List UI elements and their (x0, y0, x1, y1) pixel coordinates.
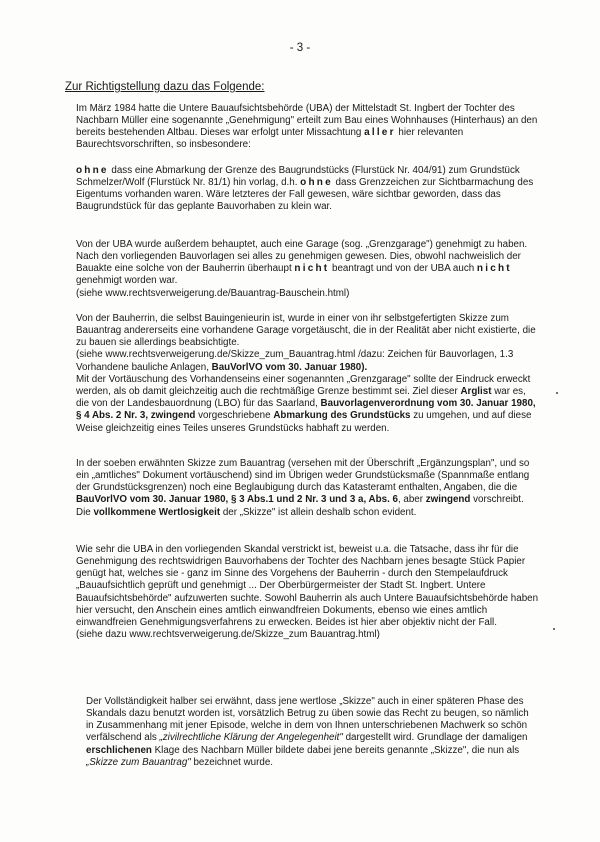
p8-italic-1: „zivilrechtliche Klärung der Angelegenheit" (159, 732, 343, 744)
p6-text-3: vorschreibt. Die (76, 494, 524, 518)
p3-spaced-nicht-2: nicht (476, 263, 512, 275)
p3-text-1: Von der UBA wurde außerdem behauptet, auch eine Garage (sog. „Grenzgarage") genehmigt zu haben. Nach den vorliegenden Bauvorlagen sei alles zu genehmigen gewesen. Dies, obwohl nachweislich der Bauakte eine solche von der Bauherrin überhaupt (76, 239, 528, 275)
scan-speck (556, 392, 558, 394)
p4-text-1: Von der Bauherrin, die selbst Bauingenieurin ist, wurde in einer von ihr selbstgefertigten Skizze zum Bauantrag andererseits eine vorhandene Garage vorgetäuscht, die in der Realität aber nicht existierte, die zu bauen sie allerdings beabsichtigte. (76, 313, 536, 349)
p6-bold-zwingend: zwingend (425, 494, 471, 506)
paragraph-6 (76, 458, 539, 519)
page-number: - 3 - (289, 42, 311, 54)
paragraph-4 (76, 313, 539, 374)
paragraph-1 (76, 103, 539, 152)
p6-text-2: , aber (397, 494, 426, 506)
p1-spaced-aller: aller (364, 127, 396, 139)
p4-text-2: (siehe www.rechtsverweigerung.de/Skizze_zum_Bauantrag.html /dazu: Zeichen für Bauvorlagen, 1.3 Vorhandene bauliche Anlagen, (76, 349, 514, 373)
p2-text-1: dass eine Abmarkung der Grenze des Baugrundstücks (Flurstück Nr. 404/91) zum Grundstück Schmelzer/Wolf (Flurstück Nr. 81/1) hin vorlag, d.h. (76, 165, 520, 189)
p3-text-2: beantragt und von der UBA auch (329, 263, 477, 275)
p5-text-4: zu umgehen, und auf diese Weise gleichzeitig eines Teiles unseres Grundstücks habhaft zu werden. (76, 410, 532, 434)
p1-text-2: hier relevanten Baurechtsvorschriften, so insbesondere: (76, 127, 464, 151)
p5-bold-3: Abmarkung des Grundstücks (273, 410, 411, 422)
p8-text-3: Klage des Nachbarn Müller bildete dabei jene bereits genannte „Skizze", die nun als (151, 744, 520, 756)
p5-text-2: war es, die von der Landesbauordnung (LBO) für das Saarland, (76, 386, 526, 410)
p3-reference-link: (siehe www.rechtsverweigerung.de/Bauantrag-Bauschein.html) (76, 287, 350, 299)
p5-bold-2: Bauvorlagenverordnung vom 30. Januar 1980, § 4 Abs. 2 Nr. 3, zwingend (76, 398, 536, 422)
p4-bold-1: BauVorlVO vom 30. Januar 1980). (211, 361, 368, 373)
p8-text-2: dargestellt wird. Grundlage der damaligen (342, 732, 528, 744)
paragraph-3 (76, 239, 539, 300)
scan-speck (553, 628, 555, 630)
p6-text-1: In der soeben erwähnten Skizze zum Bauantrag (versehen mit der Überschrift „Ergänzungsplan", und so ein „amtliches" Dokument vortäuschend) sind im Übrigen weder Grundstücksmaße (Spannmaße entlang der Grundstücksgrenzen) noch eine Beglaubigung durch das Katasteramt enthalten, Angaben, die die (76, 458, 530, 494)
p1-text-1: Im März 1984 hatte die Untere Bauaufsichtsbehörde (UBA) der Mittelstadt St. Ingbert der Tochter des Nachbarn Müller eine sogenannte „Genehmigung" erteilt zum Bau eines Wohnhauses (Hinterhaus) an den bereits bestehenden Altbau. Dieses war erfolgt unter Missachtung (76, 103, 538, 139)
p5-bold-arglist: Arglist (460, 386, 492, 398)
p8-text-1: Der Vollständigkeit halber sei erwähnt, dass jene wertlose „Skizze" auch in einer späteren Phase des Skandals dazu benutzt worden ist, vorsätzlich Betrug zu üben sowie das Recht zu beugen, so nämlich in Zusammenhang mit jener Episode, welche in dem von Ihnen unterschriebenen Machwerk so schön verfälschend als (86, 696, 529, 744)
p2-text-2: dass Grenzzeichen zur Sichtbarmachung des Eigentums vorhanden waren. Wäre letzteres der Fall gewesen, wäre sichtbar geworden, dass das Baugrundstück für das geplante Bauvorhaben zu klein war. (76, 177, 534, 213)
p6-bold-3: vollkommene Wertlosigkeit (93, 506, 221, 518)
p7-text-1: Wie sehr die UBA in den vorliegenden Skandal verstrickt ist, beweist u.a. die Tatsache, dass ihr für die Genehmigung des rechtswidrigen Bauvorhabens der Tochter des Nachbarn jenes besagte Stück Papier genügt hat, welches sie - ganz im Sinne des Vorgehens der Bauherrin - durch den Stempelaufdruck „Bauaufsichtlich geprüft und genehmigt ... Der Oberbürgermeister der Stadt St. Ingbert. Untere Bauaufsichtsbehörde" aufzuwerten suchte. Sowohl Bauherrin als auch Untere Bauaufsichtsbehörde haben hier versucht, den Anschein eines amtlich einwandfreien Dokuments, ebenso wie eines amtlich einwandfreien Genehmigungsverfahrens zu erwecken. Beides ist hier aber objektiv nicht der Fall. (76, 544, 539, 628)
p5-text-1: Mit der Vortäuschung des Vorhandenseins einer sogenannten „Grenzgarage" sollte der Eindruck erweckt werden, als ob damit gleichzeitig auch die rechtmäßige Grenze bestimmt sei. Ziel dieser (76, 374, 531, 398)
p8-text-4: bezeichnet wurde. (190, 756, 274, 768)
p2-spaced-ohne-1: ohne (76, 165, 109, 176)
p3-text-3: genehmigt worden war. (76, 275, 178, 287)
paragraph-7 (76, 544, 539, 641)
paragraph-2 (76, 165, 539, 214)
p5-text-3: vorgeschriebene (195, 410, 274, 422)
p6-bold-1: BauVorlVO vom 30. Januar 1980, § 3 Abs.1 und 2 Nr. 3 und 3 a, Abs. 6 (76, 494, 398, 506)
section-heading: Zur Richtigstellung dazu das Folgende: (65, 81, 265, 93)
p8-italic-2: „Skizze zum Bauantrag" (86, 756, 191, 768)
p6-text-4: der „Skizze" ist allein deshalb schon evident. (220, 506, 417, 518)
p7-reference-link: (siehe dazu www.rechtsverweigerung.de/Skizze_zum Bauantrag.html) (76, 629, 380, 641)
paragraph-5 (76, 374, 539, 435)
paragraph-8 (86, 696, 538, 769)
p3-spaced-nicht-1: nicht (294, 263, 330, 275)
p2-spaced-ohne-2: ohne (300, 177, 333, 189)
p8-bold-1: erschlichenen (86, 744, 152, 756)
